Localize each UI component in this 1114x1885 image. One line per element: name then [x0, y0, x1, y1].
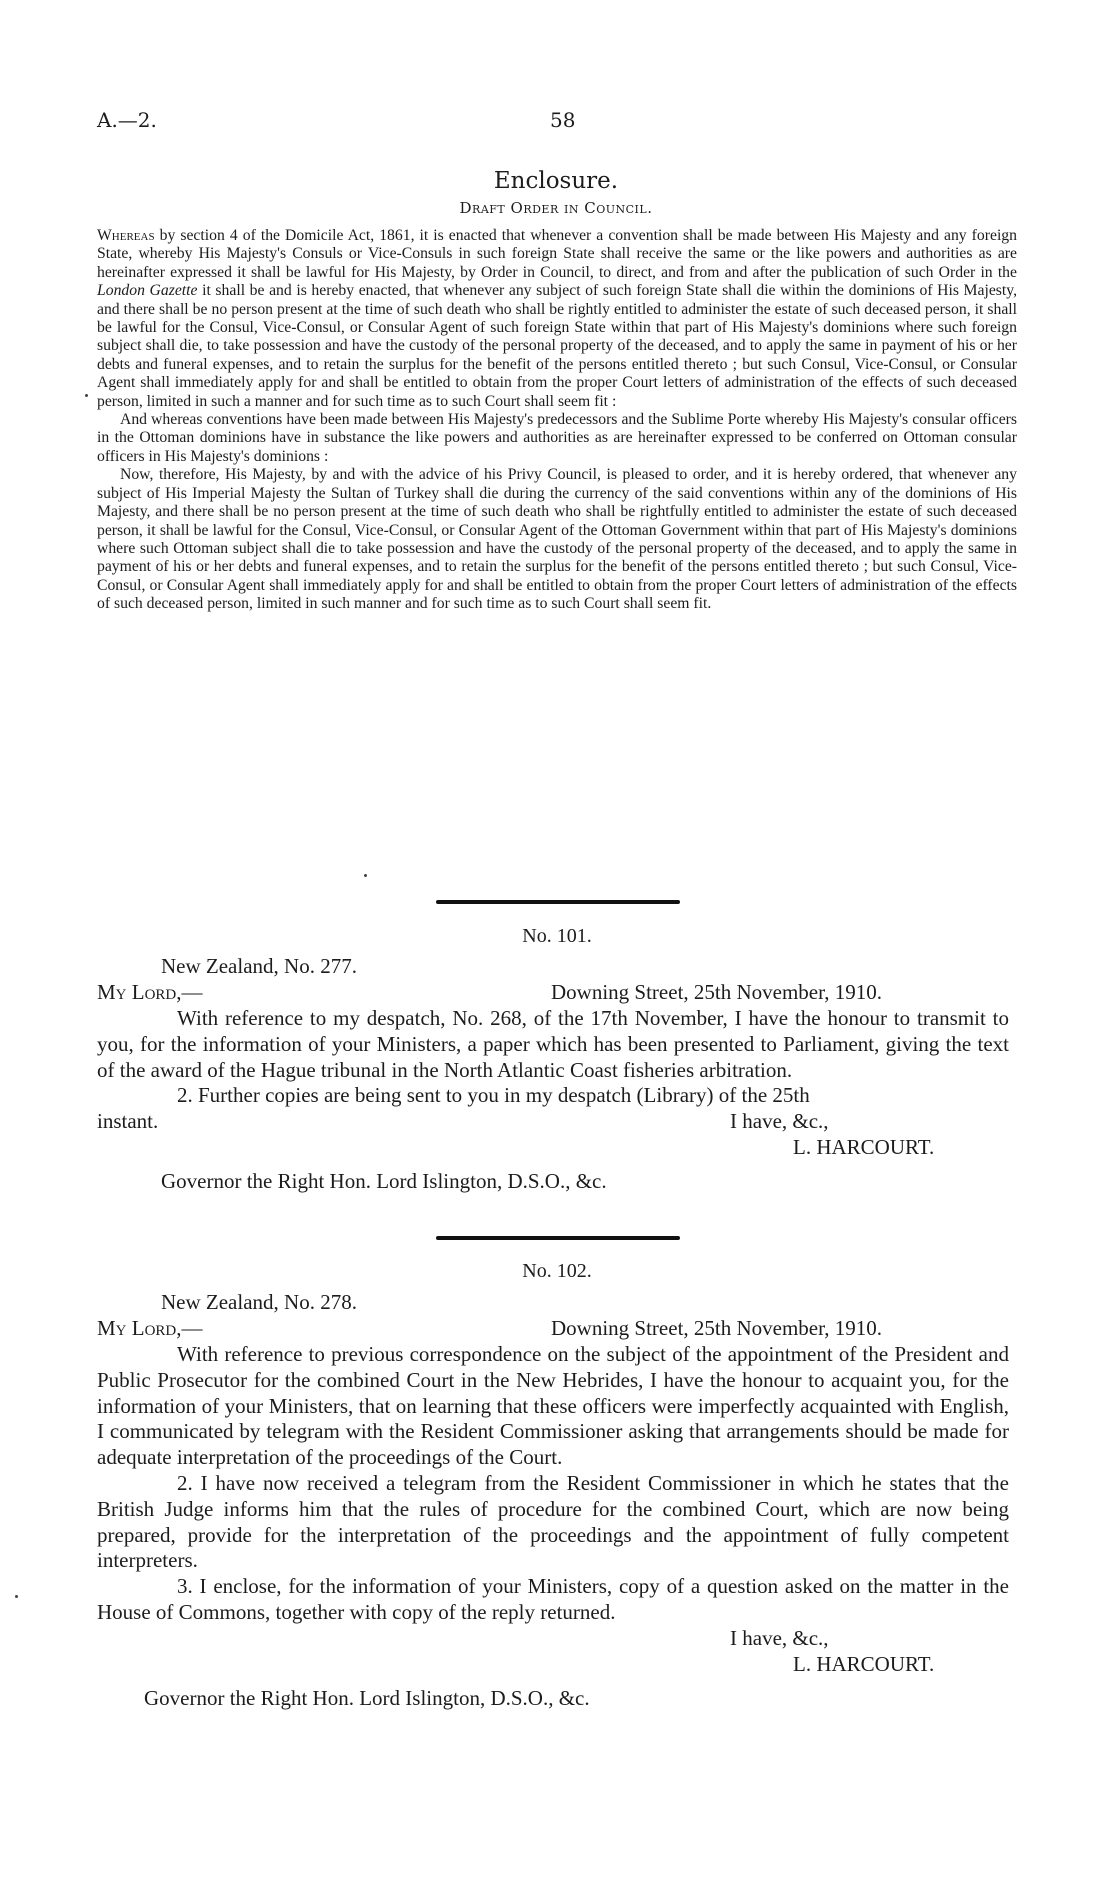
despatch-101-paragraph-2-line-1: 2. Further copies are being sent to you in my despatch (Library) of the 25th — [177, 1083, 810, 1108]
order-paragraph-1-part2: it shall be and is hereby enacted, that whenever any subject of such foreign State shall die within the dominions of His Majesty, and there shall be no person present at the time of such death who shall be rightly entitled to administer the estate of such deceased person, it shall be lawful for the Consul, Vice-Consul, or Consular Agent of such foreign State within that part of His Majesty's dominions where such foreign subject shall die, to take possession and have the custody of the personal property of the deceased, and to apply the same in payment of his or her debts and funeral expenses, and to retain the surplus for the benefit of the persons entitled thereto ; but such Consul, Vice-Consul, or Consular Agent shall immediately apply for and shall be entitled to obtain from the proper Court letters of administration of the effects of such deceased person, limited in such a manner and for such time as to such Court shall seem fit : — [97, 282, 1017, 410]
despatch-102-signature: L. HARCOURT. — [793, 1651, 935, 1676]
despatch-102-paragraph-1: With reference to previous correspondence on the subject of the appointment of the President and Public Prosecutor for the combined Court in the New Hebrides, I have the honour to acquaint you, for the information of your Ministers, that on learning that these officers were imperfectly acquainted with English, I communicated by telegram with the Resident Commissioner asking that arrangements should be made for adequate interpretation of the proceedings of the Court. — [97, 1342, 1009, 1470]
section-divider — [436, 1236, 680, 1240]
london-gazette: London Gazette — [97, 282, 198, 300]
order-paragraph-1 — [97, 227, 1017, 411]
despatch-102-addressee: Governor the Right Hon. Lord Islington, D.S.O., &c. — [144, 1685, 590, 1710]
despatch-102-paragraph-3: 3. I enclose, for the information of your Ministers, copy of a question asked on the matter in the House of Commons, together with copy of the reply returned. — [97, 1574, 1009, 1624]
despatch-101-reference: New Zealand, No. 277. — [161, 954, 357, 978]
despatch-101-signature: L. HARCOURT. — [793, 1135, 935, 1160]
page-number: 58 — [550, 108, 576, 132]
despatch-102-closing: I have, &c., — [730, 1625, 829, 1650]
whereas-lead: Whereas — [97, 227, 155, 244]
despatch-101-number: No. 101. — [522, 925, 592, 947]
order-paragraph-1-part1: by section 4 of the Domicile Act, 1861, it is enacted that whenever a convention shall be made between His Majesty and any foreign State, whereby His Majesty's Consuls or Vice-Consuls in such foreign State shall receive the same or the like powers and authorities as are hereinafter expressed it shall be lawful for His Majesty, by Order in Council, to direct, and from and after the publication of such Order in the — [97, 227, 1017, 281]
despatch-102 — [97, 1290, 1009, 1712]
despatch-102-location-date: Downing Street, 25th November, 1910. — [551, 1316, 883, 1340]
order-paragraph-3: Now, therefore, His Majesty, by and with the advice of his Privy Council, is pleased to order, and it is hereby ordered, that whenever any subject of His Imperial Majesty the Sultan of Turkey shall die during the currency of the said conventions within any of the dominions of His Majesty, and there shall be no person present at the time of such death who shall be rightfully entitled to administer the estate of such deceased person, it shall be lawful for the Consul, Vice-Consul, or Consular Agent of the Ottoman Government within that part of His Majesty's dominions where such Ottoman subject shall die to take possession and have the custody of the personal property of the deceased, and to apply the same in payment of his or her debts and funeral expenses, and to retain the surplus for the benefit of the persons entitled thereto ; but such Consul, Vice-Consul, or Consular Agent shall immediately apply for and shall be entitled to obtain from the proper Court letters of administration of the effects of such deceased person, limited in such manner and for such time as to such Court shall seem fit. — [97, 466, 1017, 613]
despatch-101-salutation: My Lord,— — [97, 980, 203, 1004]
despatch-101-addressee: Governor the Right Hon. Lord Islington, D.S.O., &c. — [161, 1169, 607, 1194]
despatch-102-salutation: My Lord,— — [97, 1316, 203, 1340]
page-header — [97, 108, 1017, 138]
margin-speck — [15, 1595, 18, 1598]
despatch-102-reference: New Zealand, No. 278. — [161, 1290, 357, 1314]
section-divider — [436, 900, 680, 904]
document-reference: A.—2. — [97, 108, 157, 132]
despatch-101-closing: I have, &c., — [730, 1109, 829, 1134]
enclosure-title: Enclosure. — [493, 168, 619, 194]
despatch-101-location-date: Downing Street, 25th November, 1910. — [551, 980, 883, 1004]
margin-speck — [85, 394, 88, 397]
despatch-102-number: No. 102. — [522, 1260, 592, 1282]
despatch-102-paragraph-2: 2. I have now received a telegram from the Resident Commissioner in which he states that the British Judge informs him that the rules of procedure for the combined Court, which are now being prepared, provide for the interpretation of the proceedings and the appointment of fully competent interpreters. — [97, 1470, 1009, 1573]
margin-speck — [364, 874, 367, 877]
draft-order-text — [97, 227, 1017, 614]
order-paragraph-2: And whereas conventions have been made between His Majesty's predecessors and the Sublime Porte whereby His Majesty's consular officers in the Ottoman dominions have in substance the like powers and authorities as are hereinafter expressed to be conferred on Ottoman consular officers in His Majesty's dominions : — [97, 411, 1017, 465]
despatch-101 — [97, 954, 1009, 1195]
enclosure-subtitle: Draft Order in Council. — [459, 199, 653, 217]
despatch-101-paragraph-2-line-2: instant. — [97, 1109, 159, 1134]
despatch-101-paragraph-1: With reference to my despatch, No. 268, of the 17th November, I have the honour to transmit to you, for the information of your Ministers, a paper which has been presented to Parliament, giving the text of the award of the Hague tribunal in the North Atlantic Coast fisheries arbitration. — [97, 1006, 1009, 1082]
